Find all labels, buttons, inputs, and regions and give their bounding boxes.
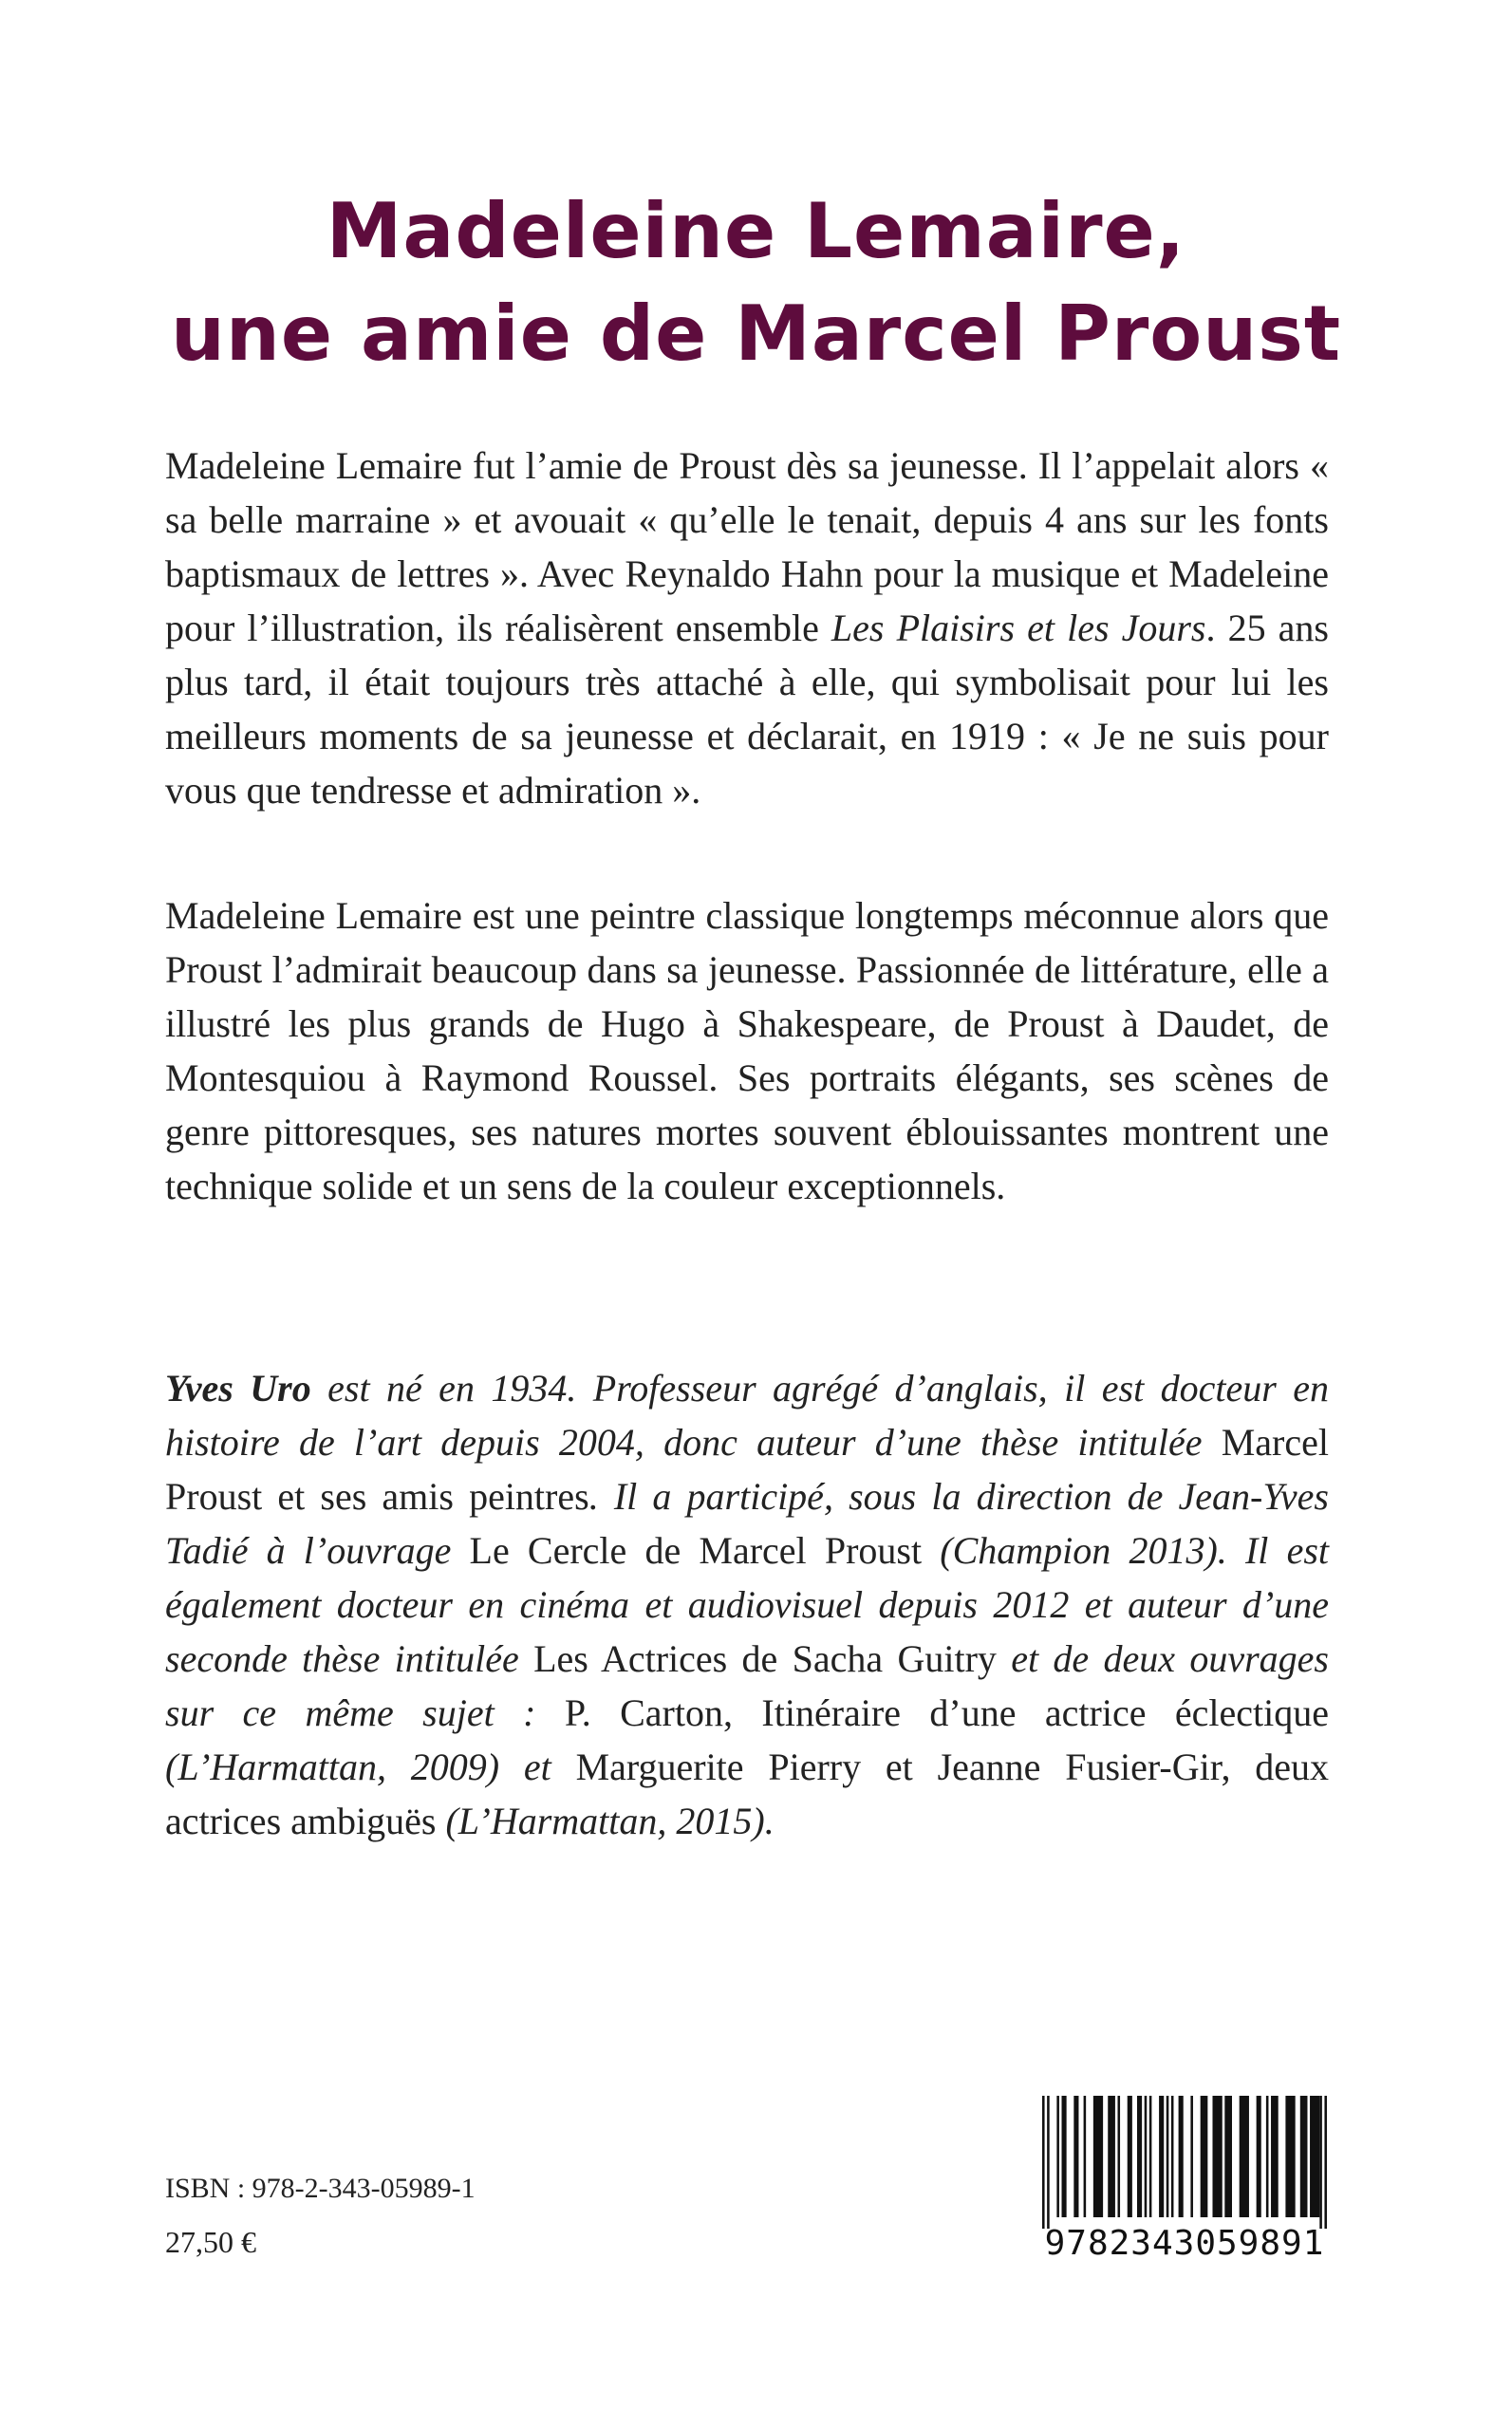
barcode-bar xyxy=(1117,2096,1120,2217)
summary-text: Madeleine Lemaire fut l’amie de Proust dès sa jeunesse. Il l’appelait alors « sa belle marraine » et avouait « qu’elle le tenait, depuis 4 ans sur les fonts baptismaux de lettres ». Avec Reynaldo Hahn pour la musique et Madeleine pour l’illustration, ils réalisèrent ensemble xyxy=(165,444,1329,649)
barcode-bar xyxy=(1047,2096,1050,2229)
summary-text: . 25 ans plus tard, il était toujours très attaché à elle, qui symbolisait pour lui les meilleurs moments de sa jeunesse et déclarait, en 1919 : « Je ne suis pour vous que tendresse et admiration ». xyxy=(165,607,1329,812)
barcode-bar xyxy=(1224,2096,1232,2217)
isbn-label: ISBN : 978-2-343-05989-1 xyxy=(165,2173,476,2204)
barcode-bar xyxy=(1324,2096,1327,2229)
title-line-2: une amie de Marcel Proust xyxy=(170,289,1342,378)
work-title: Le Cercle de Marcel Proust xyxy=(469,1529,923,1572)
work-title: P. Carton, Itinéraire d’une actrice éclectique xyxy=(564,1691,1329,1734)
bio-text: est né en 1934. Professeur agrégé d’anglais, il est docteur en histoire de l’art depuis 2004, donc auteur d’une thèse intitulée xyxy=(165,1367,1329,1464)
barcode-bar xyxy=(1056,2096,1059,2217)
bio-text: . Il a participé, sous la direction de Jean-Yves Tadié à l’ouvrage xyxy=(165,1475,1329,1572)
barcode-bar xyxy=(1108,2096,1115,2217)
barcode-bar xyxy=(1212,2096,1222,2217)
work-title: Les Actrices de Sacha Guitry xyxy=(533,1637,997,1680)
summary-paragraph-1 xyxy=(165,439,1329,817)
barcode-bar xyxy=(1084,2096,1087,2217)
work-title: Marcel Proust et ses amis peintres xyxy=(165,1421,1329,1518)
barcode-digits: 9782343059891 xyxy=(1044,2224,1325,2263)
barcode-bar xyxy=(1179,2096,1184,2217)
barcode-bar xyxy=(1257,2096,1261,2217)
barcode-bar xyxy=(1201,2096,1208,2217)
barcode-bar xyxy=(1062,2096,1067,2217)
bio-text: et de deux ouvrages sur ce même sujet : xyxy=(165,1637,1329,1734)
barcode-bar xyxy=(1190,2096,1193,2217)
summary-text: Madeleine Lemaire est une peintre classique longtemps méconnue alors que Proust l’admirait beaucoup dans sa jeunesse. Passionnée de littérature, elle a illustré les plus grands de Hugo à Shakespeare, de Proust à Daudet, de Montesquiou à Raymond Roussel. Ses portraits élégants, ses scènes de genre pittoresques, ses natures mortes souvent éblouissantes montrent une technique solide et un sens de la couleur exceptionnels. xyxy=(165,894,1329,1207)
author-name: Yves Uro xyxy=(165,1367,311,1410)
book-title xyxy=(0,180,1512,385)
barcode-bar xyxy=(1145,2096,1148,2217)
bio-text: (L’Harmattan, 2009) et xyxy=(165,1746,576,1788)
barcode-bar xyxy=(1271,2096,1279,2217)
barcode-bar xyxy=(1137,2096,1142,2217)
summary-paragraph-2 xyxy=(165,888,1329,1213)
bio-text: (L’Harmattan, 2015). xyxy=(436,1800,775,1842)
barcode-bar xyxy=(1266,2096,1269,2217)
barcode-bar xyxy=(1310,2096,1319,2217)
barcode-bar xyxy=(1300,2096,1308,2217)
barcode-bar xyxy=(1149,2096,1152,2217)
barcode-bar xyxy=(1073,2096,1078,2217)
title-line-1: Madeleine Lemaire, xyxy=(326,186,1186,275)
barcode-bar xyxy=(1093,2096,1103,2217)
barcode-bar xyxy=(1128,2096,1132,2217)
work-title: Marguerite Pierry et Jeanne Fusier-Gir, deux actrices ambiguës xyxy=(165,1746,1330,1842)
barcode-bar xyxy=(1159,2096,1164,2217)
price-label: 27,50 € xyxy=(165,2225,256,2259)
bio-text: (Champion 2013). Il est également docteur en cinéma et audiovisuel depuis 2012 et auteur d’une seconde thèse intitulée xyxy=(165,1529,1330,1680)
barcode-bar xyxy=(1319,2096,1322,2229)
barcode-bar xyxy=(1240,2096,1249,2217)
barcode-bar xyxy=(1285,2096,1295,2217)
barcode-bar xyxy=(1167,2096,1169,2217)
author-biography xyxy=(165,1361,1329,1848)
book-title-reference: Les Plaisirs et les Jours xyxy=(831,607,1206,649)
barcode-bar xyxy=(1042,2096,1045,2229)
barcode-bar xyxy=(1171,2096,1174,2217)
